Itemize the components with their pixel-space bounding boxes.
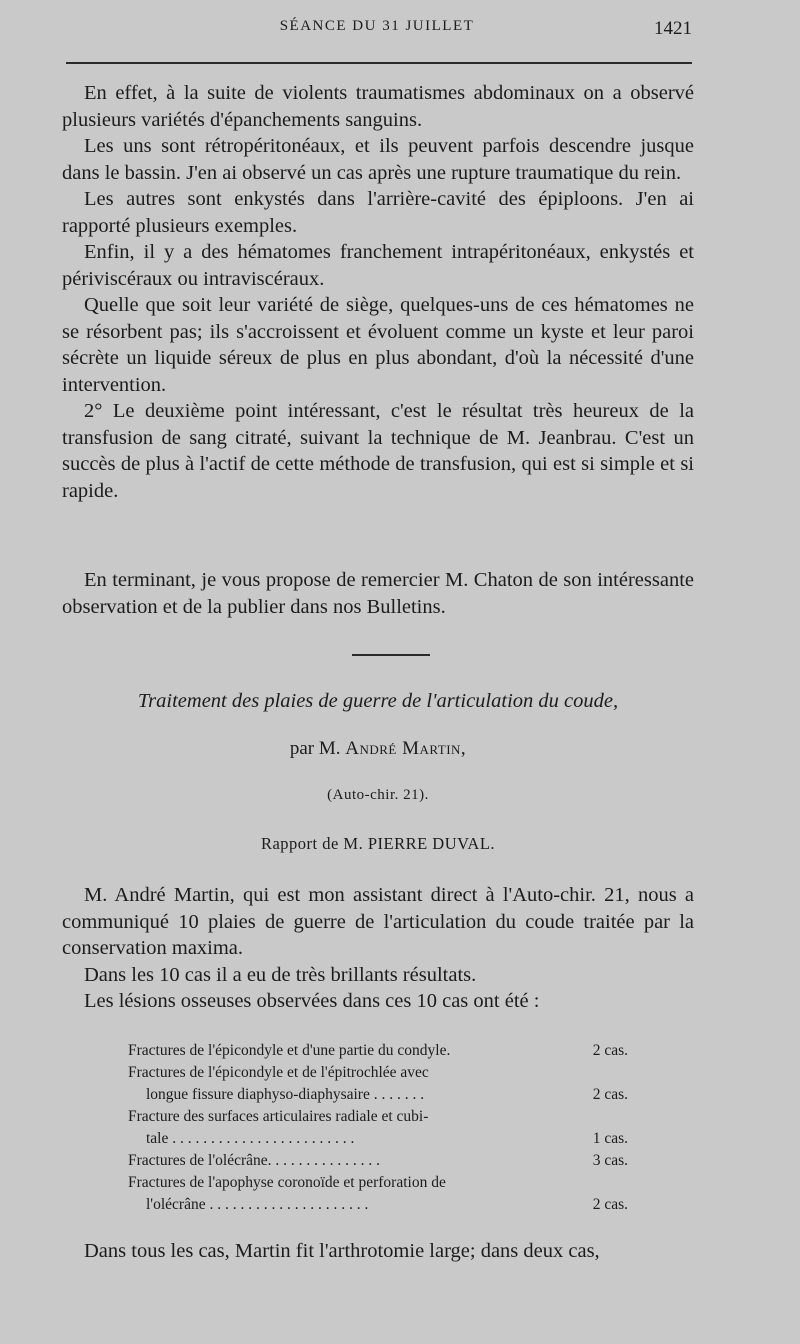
lesion-label: Fracture des surfaces articulaires radiale et cubi-	[128, 1108, 429, 1125]
lesion-continuation: longue fissure diaphyso-diaphysaire . . . . . . .	[146, 1086, 425, 1103]
paragraph-fragment: Dans tous les cas, Martin fit l'arthrotomie large; dans deux cas,	[84, 1240, 600, 1262]
page-header	[62, 18, 692, 48]
list-item	[128, 1106, 628, 1150]
list-item	[128, 1040, 628, 1062]
lesion-count: 2 cas.	[592, 1086, 628, 1103]
report-by: Rapport de M. PIERRE DUVAL.	[260, 834, 496, 853]
paragraph: Les autres sont enkystés dans l'arrière-cavité des épiploons. J'en ai rapporté plusieurs exemples.	[62, 188, 694, 237]
lesion-label: Fractures de l'apophyse coronoïde et perforation de	[128, 1174, 446, 1191]
paragraph: M. André Martin, qui est mon assistant direct à l'Auto-chir. 21, nous a communiqué 10 plaies de guerre de l'articulation du coude traitée par la conservation maxima.	[62, 884, 694, 959]
paragraph: 2° Le deuxième point intéressant, c'est le résultat très heureux de la transfusion de sang citraté, suivant la technique de M. Jeanbrau. C'est un succès de plus à l'actif de cette méthode de transfusion, qui est si simple et si rapide.	[62, 400, 694, 502]
paragraph: Les uns sont rétropéritonéaux, et ils peuvent parfois descendre jusque dans le bassin. J'en ai observé un cas après une rupture traumatique du rein.	[62, 135, 694, 184]
closing-paragraph	[62, 567, 694, 620]
lesion-continuation: l'olécrâne . . . . . . . . . . . . . . . . . . . . .	[146, 1196, 369, 1213]
section-separator	[352, 654, 430, 656]
list-item	[128, 1062, 628, 1106]
lesion-continuation: tale . . . . . . . . . . . . . . . . . . . . . . . .	[146, 1130, 355, 1147]
report-body	[62, 882, 694, 1015]
lesion-count: 2 cas.	[592, 1196, 628, 1213]
lesion-label: Fractures de l'épicondyle et d'une partie du condyle.	[128, 1042, 451, 1059]
list-item	[128, 1172, 628, 1216]
lesion-label: Fractures de l'épicondyle et de l'épitrochlée avec	[128, 1064, 429, 1081]
running-head: SÉANCE DU 31 JUILLET	[279, 18, 475, 34]
author-name: André Martin,	[345, 738, 467, 759]
lesion-count: 2 cas.	[592, 1042, 628, 1059]
paragraph: En effet, à la suite de violents traumatismes abdominaux on a observé plusieurs variétés d'épanchements sanguins.	[62, 82, 694, 131]
paragraph: Les lésions osseuses observées dans ces 10 cas ont été :	[84, 990, 540, 1012]
lesion-count: 1 cas.	[592, 1130, 628, 1147]
author-prefix: par M.	[289, 738, 341, 759]
report-conclusion	[62, 80, 694, 504]
paragraph: Quelle que soit leur variété de siège, quelques-uns de ces hématomes ne se résorbent pas; ils s'accroissent et évoluent comme un kyste et leur paroi sécrète un liquide séreux de plus en plus abondant, d'où la nécessité d'une intervention.	[62, 294, 694, 396]
header-rule	[66, 62, 692, 64]
lesion-label: Fractures de l'olécrâne. . . . . . . . . . . . . . .	[128, 1152, 381, 1169]
paragraph: Enfin, il y a des hématomes franchement intrapéritonéaux, enkystés et périviscéraux ou intraviscéraux.	[62, 241, 694, 290]
lesion-count: 3 cas.	[592, 1152, 628, 1169]
page-number: 1421	[654, 18, 692, 39]
paragraph: Dans les 10 cas il a eu de très brillants résultats.	[84, 963, 477, 986]
list-item	[128, 1150, 628, 1172]
article-author	[62, 738, 694, 760]
lesion-list	[128, 1040, 628, 1216]
paragraph: En terminant, je vous propose de remercier M. Chaton de son intéressante observation et de la publier dans nos Bulletins.	[62, 569, 694, 618]
article-title: Traitement des plaies de guerre de l'articulation du coude,	[137, 690, 619, 712]
author-service: (Auto-chir. 21).	[327, 787, 429, 803]
